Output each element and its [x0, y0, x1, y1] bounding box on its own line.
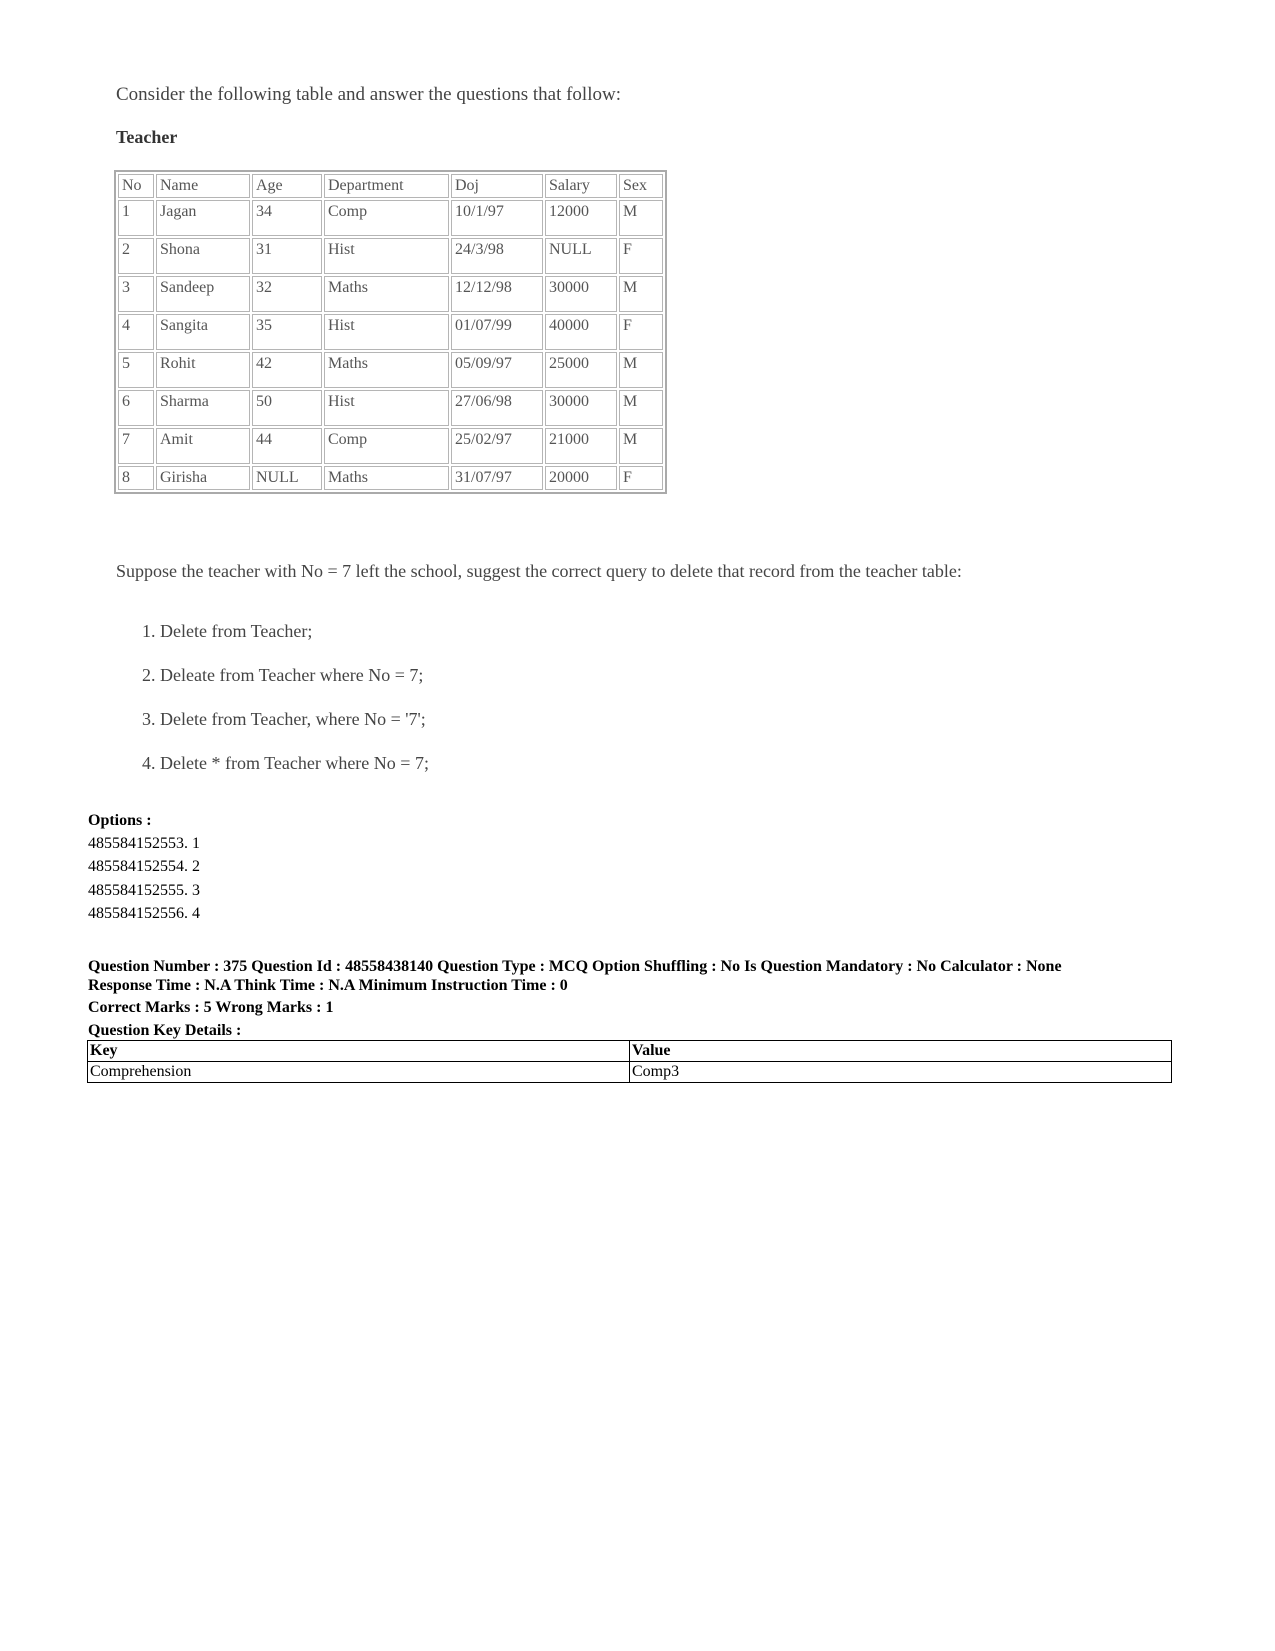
option-item: 485584152555. 3	[88, 882, 200, 899]
column-header: Name	[156, 174, 250, 198]
value-cell: Comp3	[630, 1062, 1172, 1083]
table-cell: 31	[252, 238, 322, 274]
value-header-cell: Value	[630, 1041, 1172, 1062]
table-cell: 21000	[545, 428, 617, 464]
table-cell: 7	[118, 428, 154, 464]
table-cell: F	[619, 238, 663, 274]
table-cell: Maths	[324, 466, 449, 490]
table-cell: Maths	[324, 352, 449, 388]
table-cell: Comp	[324, 428, 449, 464]
choice-item: 3. Delete from Teacher, where No = '7';	[142, 709, 426, 729]
question-meta-line: Question Number : 375 Question Id : 48558438140 Question Type : MCQ Option Shuffling : No Is Question Mandatory : No Calculator : None	[88, 958, 1062, 975]
table-cell: Shona	[156, 238, 250, 274]
table-cell: NULL	[252, 466, 322, 490]
table-cell: 30000	[545, 276, 617, 312]
table-cell: Sharma	[156, 390, 250, 426]
table-cell: 31/07/97	[451, 466, 543, 490]
table-cell: Jagan	[156, 200, 250, 236]
table-cell: 4	[118, 314, 154, 350]
question-meta	[88, 957, 1198, 995]
table-row	[118, 276, 663, 312]
table-cell: Girisha	[156, 466, 250, 490]
table-cell: M	[619, 200, 663, 236]
table-cell: F	[619, 466, 663, 490]
choice-list	[142, 620, 429, 796]
table-cell: M	[619, 390, 663, 426]
table-cell: M	[619, 352, 663, 388]
table-row	[118, 428, 663, 464]
table-cell: Comp	[324, 200, 449, 236]
table-cell: Hist	[324, 314, 449, 350]
column-header: Salary	[545, 174, 617, 198]
table-cell: Sandeep	[156, 276, 250, 312]
table-row	[118, 352, 663, 388]
table-cell: 01/07/99	[451, 314, 543, 350]
option-item: 485584152553. 1	[88, 835, 200, 852]
table-cell: Sangita	[156, 314, 250, 350]
table-row	[118, 238, 663, 274]
table-row	[118, 390, 663, 426]
table-cell: 32	[252, 276, 322, 312]
question-intro: Consider the following table and answer the questions that follow:	[116, 84, 621, 105]
table-cell: 44	[252, 428, 322, 464]
table-row	[118, 314, 663, 350]
marks-line: Correct Marks : 5 Wrong Marks : 1	[88, 999, 334, 1016]
column-header: No	[118, 174, 154, 198]
table-cell: 30000	[545, 390, 617, 426]
question-text: Suppose the teacher with No = 7 left the school, suggest the correct query to delete that record from the teacher table:	[116, 561, 962, 581]
teacher-table-header	[118, 174, 663, 198]
table-cell: 12000	[545, 200, 617, 236]
table-row	[118, 466, 663, 490]
table-cell: 5	[118, 352, 154, 388]
table-cell: Maths	[324, 276, 449, 312]
table-cell: 2	[118, 238, 154, 274]
table-cell: 12/12/98	[451, 276, 543, 312]
table-cell: Rohit	[156, 352, 250, 388]
table-cell: 25000	[545, 352, 617, 388]
table-cell: 40000	[545, 314, 617, 350]
table-cell: 42	[252, 352, 322, 388]
question-image	[100, 70, 980, 800]
table-cell: 3	[118, 276, 154, 312]
table-cell: Hist	[324, 390, 449, 426]
key-details-table	[87, 1040, 1172, 1083]
table-cell: 1	[118, 200, 154, 236]
column-header: Department	[324, 174, 449, 198]
table-row	[88, 1062, 1172, 1083]
table-cell: 35	[252, 314, 322, 350]
table-cell: 20000	[545, 466, 617, 490]
key-cell: Comprehension	[88, 1062, 630, 1083]
table-cell: 6	[118, 390, 154, 426]
table-cell: 8	[118, 466, 154, 490]
table-cell: M	[619, 428, 663, 464]
table-cell: 24/3/98	[451, 238, 543, 274]
table-cell: 50	[252, 390, 322, 426]
table-title: Teacher	[116, 127, 178, 147]
choice-item: 1. Delete from Teacher;	[142, 621, 313, 641]
key-details-label: Question Key Details :	[88, 1022, 242, 1039]
table-cell: 27/06/98	[451, 390, 543, 426]
column-header: Sex	[619, 174, 663, 198]
teacher-table	[114, 170, 667, 494]
table-cell: M	[619, 276, 663, 312]
table-cell: NULL	[545, 238, 617, 274]
question-meta-line: Response Time : N.A Think Time : N.A Minimum Instruction Time : 0	[88, 977, 568, 994]
table-cell: 05/09/97	[451, 352, 543, 388]
key-table-header	[88, 1041, 1172, 1062]
options-label: Options :	[88, 812, 152, 829]
table-cell: Hist	[324, 238, 449, 274]
key-header-cell: Key	[88, 1041, 630, 1062]
table-cell: 10/1/97	[451, 200, 543, 236]
table-row	[118, 200, 663, 236]
column-header: Age	[252, 174, 322, 198]
option-item: 485584152556. 4	[88, 905, 200, 922]
table-cell: Amit	[156, 428, 250, 464]
table-cell: 25/02/97	[451, 428, 543, 464]
option-item: 485584152554. 2	[88, 858, 200, 875]
table-cell: 34	[252, 200, 322, 236]
table-cell: F	[619, 314, 663, 350]
choice-item: 2. Deleate from Teacher where No = 7;	[142, 665, 424, 685]
choice-item: 4. Delete * from Teacher where No = 7;	[142, 753, 429, 773]
column-header: Doj	[451, 174, 543, 198]
